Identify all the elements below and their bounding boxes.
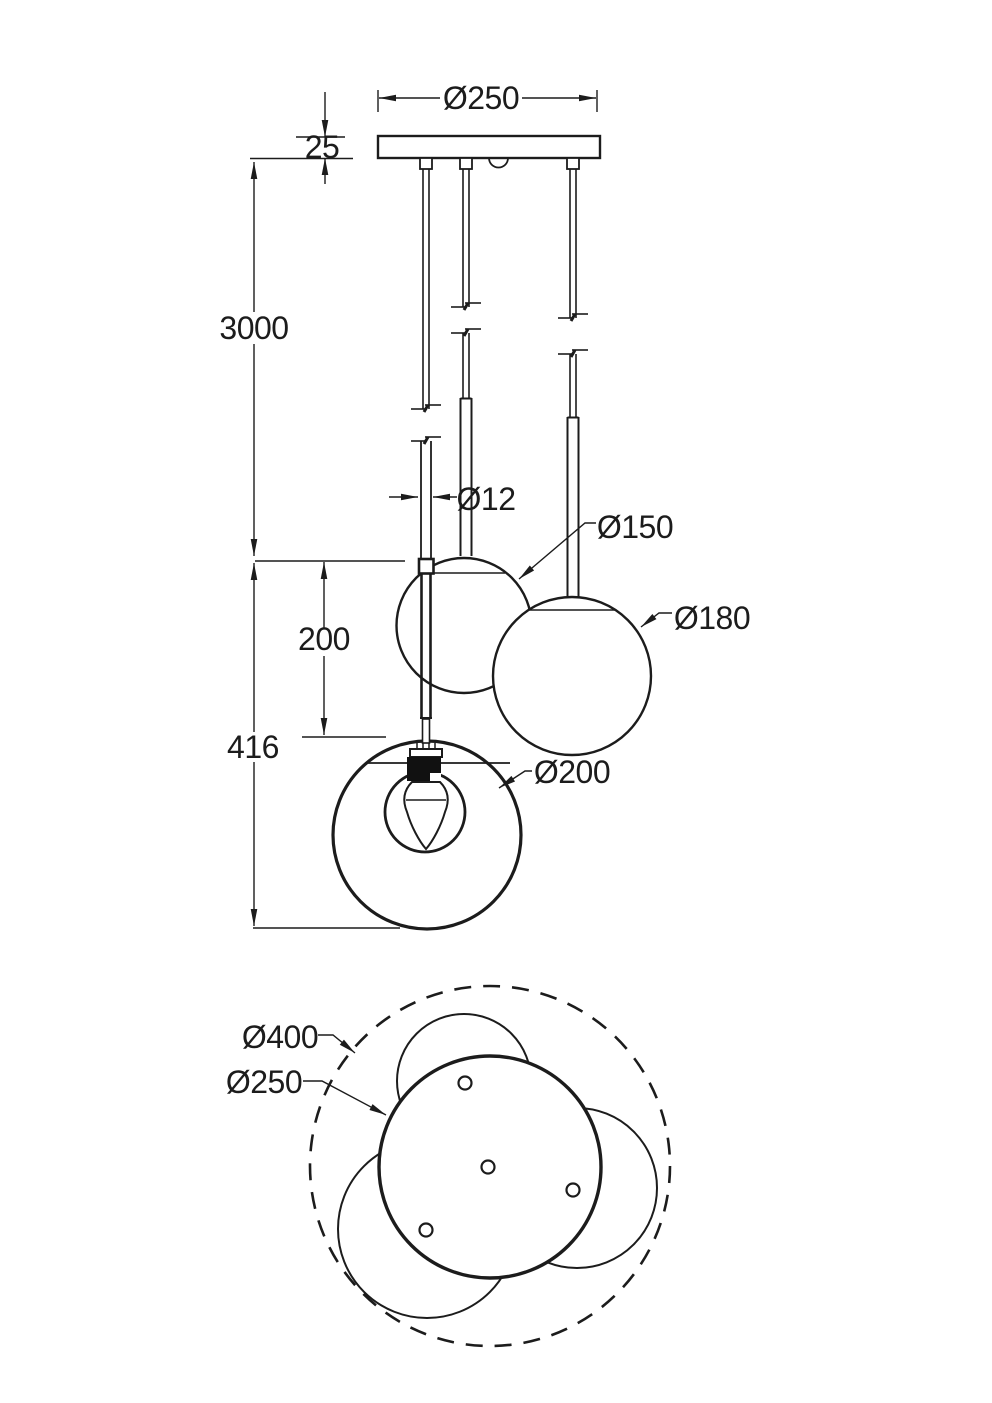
globe-200-text: Ø200 <box>533 754 611 790</box>
plan-canopy-diameter-text: Ø250 <box>225 1064 303 1100</box>
canopy-plate <box>378 136 600 158</box>
dimension-rod-section <box>297 562 386 737</box>
globe-180-outline <box>493 597 651 755</box>
rod-break-left <box>411 405 441 444</box>
globe-180 <box>493 597 651 755</box>
rod-break-right <box>558 314 588 357</box>
hanger-middle <box>460 158 472 169</box>
canopy-diameter-text: Ø250 <box>442 80 520 116</box>
label-globe-150 <box>519 509 673 579</box>
dimension-suspension-length <box>219 162 405 561</box>
suspension-length-text: 3000 <box>219 310 289 346</box>
canopy-center-loop <box>489 158 508 168</box>
label-globe-180 <box>641 600 750 636</box>
plan-canopy-circle <box>379 1056 601 1278</box>
label-plan-canopy-diameter <box>226 1064 386 1115</box>
side-view <box>219 80 750 929</box>
label-plan-overall-diameter <box>242 1019 355 1055</box>
rod-section-text: 200 <box>298 621 350 657</box>
globe-180-text: Ø180 <box>673 600 751 636</box>
hanger-left <box>420 158 432 169</box>
lamp-socket <box>407 757 441 781</box>
dimension-canopy-diameter <box>378 80 597 116</box>
dimension-rod-diameter <box>389 481 515 517</box>
canopy-front <box>378 136 600 169</box>
label-globe-200 <box>499 754 610 790</box>
rod-diameter-text: Ø12 <box>456 481 516 517</box>
canopy-height-text: 25 <box>304 129 340 165</box>
globe-150-text: Ø150 <box>596 509 674 545</box>
stem-neck <box>423 719 430 743</box>
rod-break-middle <box>451 303 481 336</box>
globe-200-assembly <box>333 719 521 929</box>
plan-view <box>226 986 670 1346</box>
fixture-height-text: 416 <box>227 729 279 765</box>
plan-overall-diameter-text: Ø400 <box>241 1019 319 1055</box>
hanger-right <box>567 158 579 169</box>
rod-connector-block <box>419 559 434 574</box>
dimension-canopy-height <box>250 92 353 184</box>
